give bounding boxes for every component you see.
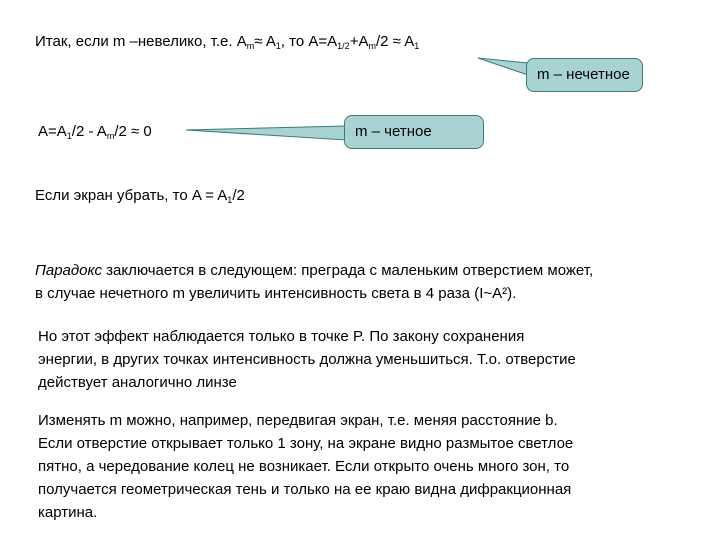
effect-line: энергии, в других точках интенсивность должна уменьшиться. Т.о. отверстие xyxy=(38,351,576,368)
paradox-line-1: Парадокс заключается в следующем: преграда с маленьким отверстием может, xyxy=(35,262,594,279)
paradox-term: Парадокс xyxy=(35,262,102,279)
even-formula: $A=A_1/2 - A_m/2 \approx 0$ xyxy=(38,123,152,141)
callout-even-label: m – четное xyxy=(355,123,432,140)
callout-odd-pointer xyxy=(478,58,528,75)
change-line: Изменять m можно, например, передвигая экран, т.е. меняя расстояние b. xyxy=(38,412,558,429)
effect-line: Но этот эффект наблюдается только в точке P. По закону сохранения xyxy=(38,328,525,345)
condition-line: Итак, если m –невелико, т.е. $A_m\approx A_1$, то $A=A_{1/2}+A_m/2 \approx A_1$ xyxy=(35,33,420,51)
effect-line: действует аналогично линзе xyxy=(38,374,237,391)
change-line: пятно, а чередование колец не возникает. Если открыто очень много зон, то xyxy=(38,458,570,475)
change-line: получается геометрическая тень и только на ее краю видна дифракционная xyxy=(38,481,572,498)
effect-paragraph xyxy=(38,325,576,394)
callout-odd xyxy=(526,58,643,92)
callout-even-pointer xyxy=(186,126,346,140)
callout-odd-label: m – нечетное xyxy=(537,66,630,83)
change-line: Если отверстие открывает только 1 зону, на экране видно размытое светлое xyxy=(38,435,574,452)
callout-even xyxy=(344,115,484,149)
paradox-paragraph xyxy=(35,259,593,305)
screen-removed-line: Если экран убрать, то $A = A_1/2$ xyxy=(35,187,245,205)
change-line: картина. xyxy=(38,504,98,521)
change-paragraph xyxy=(38,409,573,524)
paradox-line-2: в случае нечетного m увеличить интенсивность света в 4 раза (I~A²). xyxy=(35,285,517,302)
